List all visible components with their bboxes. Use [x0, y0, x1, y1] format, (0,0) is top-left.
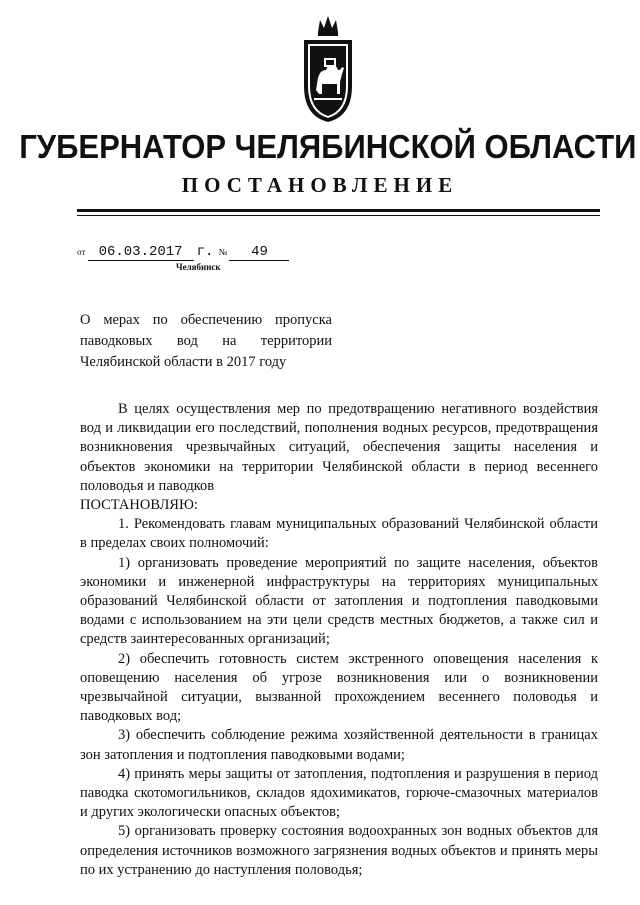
decree-word: ПОСТАНОВЛЯЮ:: [80, 497, 198, 514]
body-paragraph: 2) обеспечить готовность систем экстренного оповещения населения к оповещению населения об угрозе возникновения или о возникновении чрезвычайной ситуации, вызванной прохождением весеннего половодья и паводковых вод;: [80, 650, 598, 725]
subject-line: Челябинской области в 2017 году: [80, 354, 287, 370]
governor-title: ГУБЕРНАТОР ЧЕЛЯБИНСКОЙ ОБЛАСТИ: [19, 128, 637, 165]
preamble-paragraph: В целях осуществления мер по предотвращению негативного воздействия вод и ликвидации его последствий, пополнения водных ресурсов, предотвращения возникновения чрезвычайных ситуаций, обеспечения защиты населения и объектов экономики на территории Челябинской области в период весеннего половодья и паводков: [80, 401, 598, 494]
document-body: [80, 400, 598, 880]
header-rule-thick: [77, 209, 600, 212]
body-paragraph: 4) принять меры защиты от затопления, подтопления и разрушения в период паводка скотомогильников, складов ядохимикатов, горюче-смазочных материалов и других экологически опасных объектов;: [80, 765, 598, 821]
date-label: от: [77, 247, 86, 257]
body-paragraph: 3) обеспечить соблюдение режима хозяйственной деятельности в границах зон затопления и подтопления паводковыми водами;: [80, 727, 598, 763]
document-subject: [80, 310, 332, 373]
subject-line: О мерах по обеспечению пропуска: [80, 312, 332, 328]
body-paragraph: 1. Рекомендовать главам муниципальных образований Челябинской области в пределах своих полномочий:: [80, 516, 598, 552]
year-suffix: г.: [196, 244, 214, 260]
number-label: №: [218, 247, 228, 257]
date-number-line: [77, 244, 289, 262]
subject-line: паводковых вод на территории: [80, 333, 332, 349]
city-name: Челябинск: [176, 262, 221, 272]
document-date: 06.03.2017: [88, 244, 194, 261]
document-number: 49: [229, 244, 289, 261]
coat-of-arms-icon: [300, 8, 356, 126]
document-type: ПОСТАНОВЛЕНИЕ: [181, 173, 459, 197]
body-paragraph: 5) организовать проверку состояния водоохранных зон водных объектов для определения источников возможного загрязнения водных объектов и принять меры по их устранению до наступления половодья;: [80, 823, 598, 878]
header-rule-thin: [77, 215, 600, 216]
body-paragraph: 1) организовать проведение мероприятий по защите населения, объектов экономики и инженерной инфраструктуры на территориях муниципальных образований Челябинской области от затопления и подтопления паводковыми водами с использованием на эти цели средств местных бюджетов, а также сил и средств заинтересованных организаций;: [80, 554, 598, 648]
